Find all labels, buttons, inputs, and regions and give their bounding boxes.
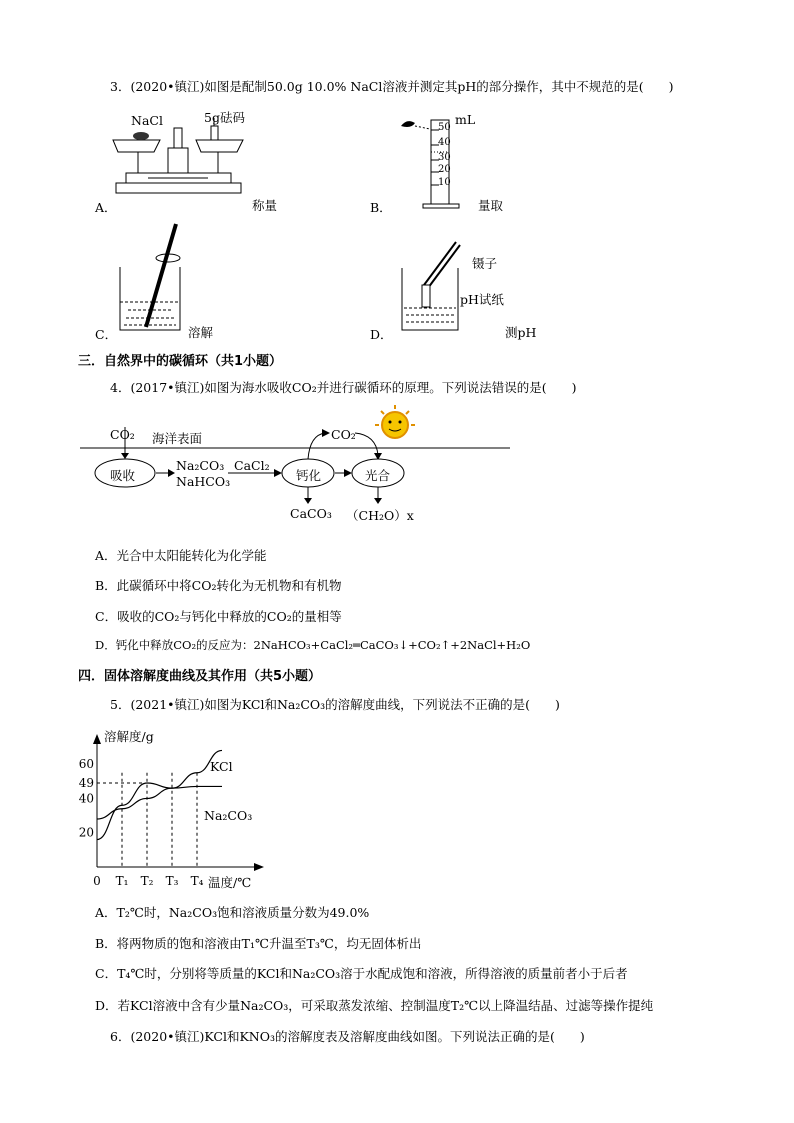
q3-option-d-caption: 测pH — [505, 325, 537, 340]
tick-20: 20 — [438, 164, 451, 175]
na2co3-label: Na₂CO₃ — [176, 458, 225, 473]
absorb-label: 吸收 — [110, 468, 136, 483]
tick-50: 50 — [438, 122, 451, 133]
q5-stem: 5．(2021•镇江)如图为KCl和Na₂CO₃的溶解度曲线，下列说法不正确的是( ) — [110, 697, 560, 712]
y-tick-49: 49 — [78, 776, 94, 790]
q4-stem: 4．(2017•镇江)如图为海水吸收CO₂并进行碳循环的原理。下列说法错误的是( ) — [110, 380, 577, 395]
solubility-chart — [78, 730, 278, 895]
series-line-1 — [97, 783, 222, 840]
x-tick-2: T₂ — [140, 874, 154, 888]
beaker-stir-figure — [118, 222, 193, 334]
tick-10: 10 — [438, 177, 451, 188]
q3-option-d-letter: D． — [370, 327, 393, 342]
caco3-label: CaCO₃ — [290, 506, 332, 521]
section-3-title: 三．自然界中的碳循环（共1小题） — [78, 354, 283, 369]
cacl2-label: CaCl₂ — [234, 458, 270, 473]
y-tick-20: 20 — [78, 825, 94, 840]
series-label-na2co3: Na₂CO₃ — [204, 808, 253, 823]
y-tick-40: 40 — [78, 791, 94, 806]
ocean-surface-label: 海洋表面 — [152, 431, 203, 446]
ph-paper-label: pH试纸 — [460, 292, 504, 307]
x-tick-0: 0 — [93, 874, 101, 888]
q4-option-a: A．光合中太阳能转化为化学能 — [95, 548, 267, 563]
q3-stem: 3．(2020•镇江)如图是配制50.0g 10.0% NaCl溶液并测定其pH的部分操作，其中不规范的是( ) — [110, 79, 674, 94]
y-tick-60: 60 — [78, 757, 94, 772]
q3-option-a-caption: 称量 — [252, 198, 278, 213]
co2-top-label: CO₂ — [331, 427, 356, 442]
q3-option-c-caption: 溶解 — [188, 325, 214, 340]
q6-stem: 6．(2020•镇江)KCl和KNO₃的溶解度表及溶解度曲线如图。下列说法正确的是( ) — [110, 1029, 585, 1044]
q5-option-b: B．将两物质的饱和溶液由T₁℃升温至T₃℃，均无固体析出 — [95, 936, 422, 951]
weight-label: 5g砝码 — [204, 110, 245, 125]
x-axis-arrow — [254, 863, 264, 871]
q4-option-c: C．吸收的CO₂与钙化中释放的CO₂的量相等 — [95, 609, 342, 624]
q3-option-b-caption: 量取 — [478, 198, 504, 213]
nahco3-label: NaHCO₃ — [176, 474, 231, 489]
tick-40: 40 — [438, 137, 451, 148]
q4-option-b: B．此碳循环中将CO₂转化为无机物和有机物 — [95, 578, 342, 593]
y-axis-arrow — [93, 734, 101, 744]
calcify-label: 钙化 — [296, 468, 322, 483]
q3-option-c-letter: C． — [95, 327, 118, 342]
q4-option-d: D．钙化中释放CO₂的反应为：2NaHCO₃+CaCl₂═CaCO₃↓+CO₂↑+2NaCl+H₂O — [95, 638, 531, 652]
ch2o-label: （CH₂O）x — [346, 508, 414, 523]
photo-label: 光合 — [365, 468, 391, 483]
q5-option-c: C．T₄℃时，分别将等质量的KCl和Na₂CO₃溶于水配成饱和溶液，所得溶液的质量前者小于后者 — [95, 966, 628, 981]
tick-30: 30 — [438, 152, 451, 163]
chart-xlabel: 温度/℃ — [208, 875, 252, 890]
q3-option-a-letter: A． — [95, 200, 117, 215]
section-4-title: 四．固体溶解度曲线及其作用（共5小题） — [78, 669, 322, 684]
sun-icon — [375, 405, 415, 438]
x-tick-3: T₃ — [165, 874, 179, 888]
chart-ylabel: 溶解度/g — [104, 729, 154, 744]
q5-option-a: A．T₂℃时，Na₂CO₃饱和溶液质量分数为49.0% — [95, 905, 370, 920]
series-label-kcl: KCl — [210, 759, 233, 774]
beaker-ph-figure — [400, 240, 470, 335]
ml-label: mL — [455, 112, 476, 127]
tweezers-label: 镊子 — [472, 256, 498, 271]
x-tick-1: T₁ — [115, 874, 129, 888]
x-tick-4: T₄ — [190, 874, 204, 888]
q3-option-b-letter: B． — [370, 200, 392, 215]
nacl-label: NaCl — [131, 113, 163, 128]
q5-option-d: D．若KCl溶液中含有少量Na₂CO₃，可采取蒸发浓缩、控制温度T₂℃以上降温结晶、过滤等操作提纯 — [95, 998, 654, 1013]
co2-left-label: CO₂ — [110, 427, 135, 442]
